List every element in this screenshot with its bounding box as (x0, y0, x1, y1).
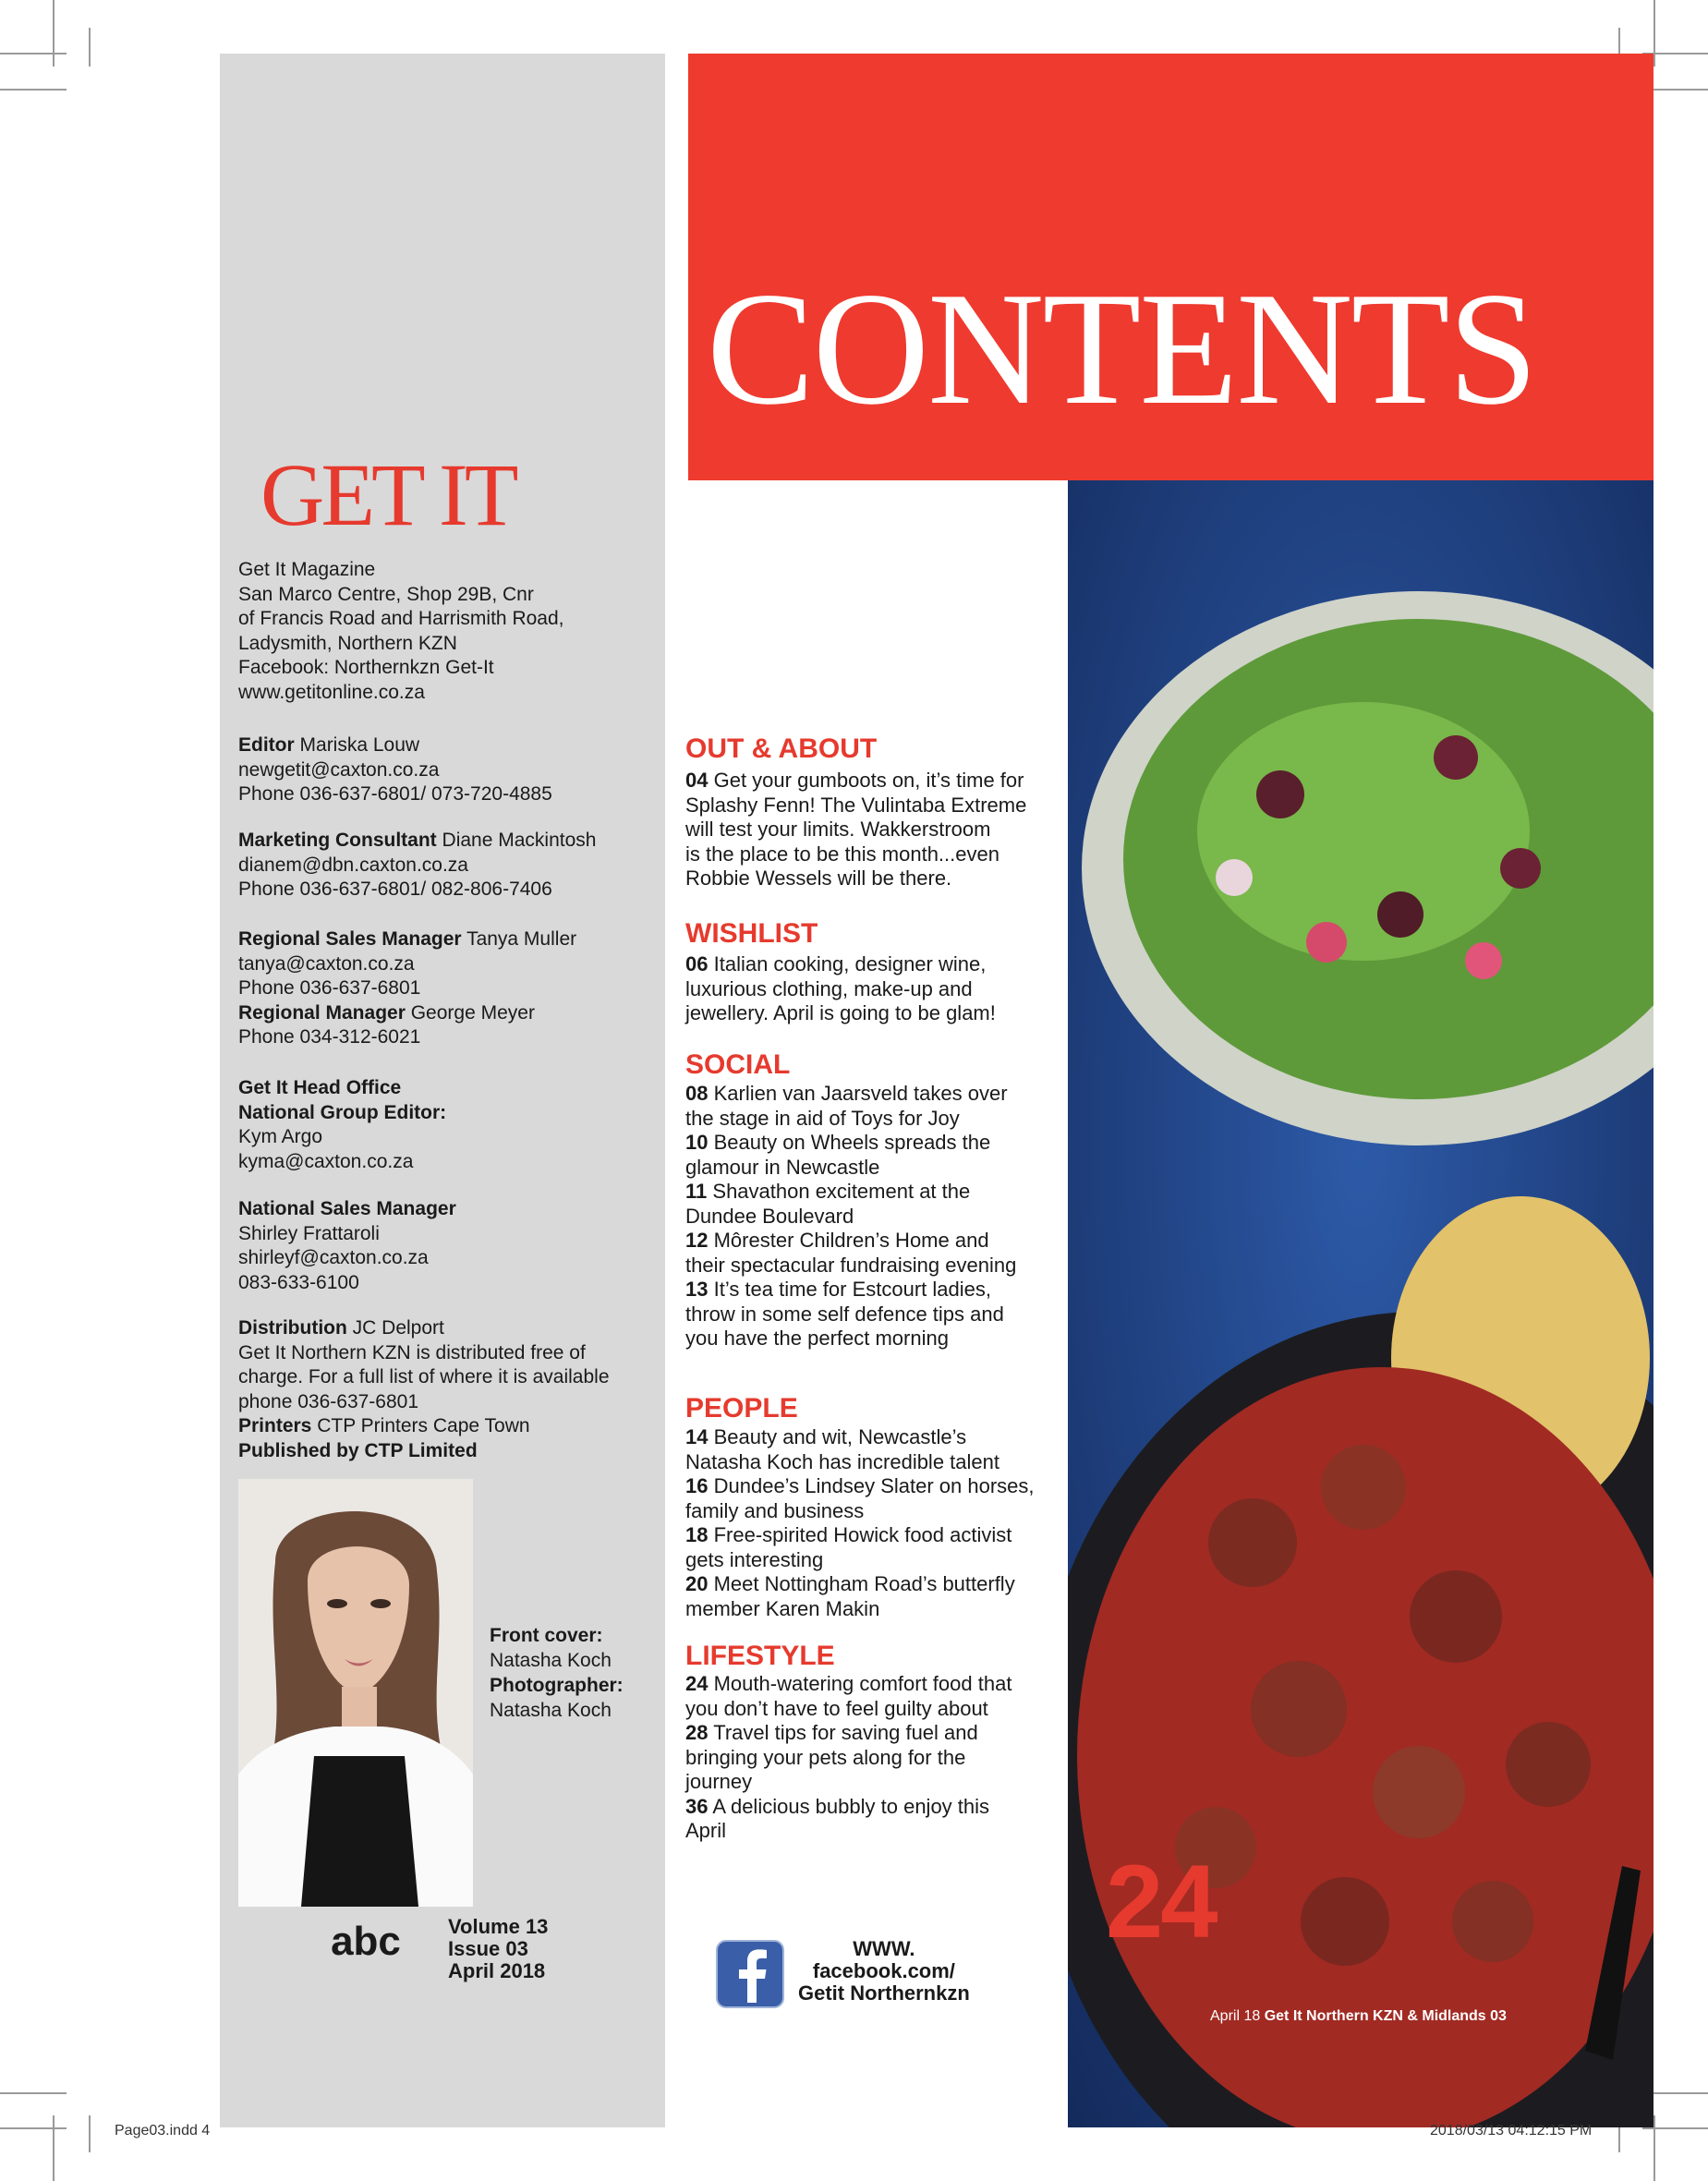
entry-text: is the place to be this month...even (685, 842, 999, 866)
page-number: 10 (685, 1131, 709, 1154)
entry-text: member Karen Makin (685, 1596, 880, 1620)
role-label: Marketing Consultant (238, 830, 437, 851)
national-sales-contact (238, 1197, 645, 1295)
address-line: Ladysmith, Northern KZN (238, 632, 457, 654)
section-heading-lifestyle: LIFESTYLE (685, 1641, 835, 1671)
page-number: 16 (685, 1474, 709, 1497)
email-link[interactable]: kyma@caxton.co.za (238, 1150, 414, 1172)
phone-number: Phone 034-312-6021 (238, 1026, 421, 1048)
footer-date: April 18 (1210, 2008, 1265, 2024)
entry-text: Beauty on Wheels spreads the (713, 1131, 991, 1154)
entry-text: A delicious bubbly to enjoy this (712, 1794, 990, 1818)
phone-number: Phone 036-637-6801/ 082-806-7406 (238, 878, 552, 900)
cover-portrait-photo (238, 1479, 473, 1907)
page-number: 20 (685, 1572, 709, 1595)
issue-number: Issue 03 (448, 1937, 528, 1960)
entry-text: throw in some self defence tips and (685, 1302, 1004, 1326)
abc-logo (320, 1920, 412, 1966)
section-heading-people: PEOPLE (685, 1393, 798, 1424)
section-entries (685, 1082, 1064, 1351)
person-name: Tanya Muller (466, 928, 577, 950)
crop-mark (0, 89, 67, 91)
entry-text: Karlien van Jaarsveld takes over (713, 1082, 1008, 1105)
email-link[interactable]: dianem@dbn.caxton.co.za (238, 854, 468, 876)
distribution-line: Get It Northern KZN is distributed free of (238, 1341, 586, 1363)
abc-logo-text: abc (331, 1920, 401, 1964)
person-name: Kym Argo (238, 1126, 323, 1147)
photographer-name: Natasha Koch (490, 1700, 612, 1721)
print-slug-timestamp: 2018/03/13 04:12:15 PM (1430, 2123, 1593, 2139)
entry-text: you have the perfect morning (685, 1327, 949, 1350)
facebook-line: WWW. (853, 1937, 915, 1960)
crop-mark (89, 28, 91, 67)
entry-text: Dundee’s Lindsey Slater on horses, (713, 1474, 1035, 1497)
page-number: 28 (685, 1721, 709, 1744)
person-name: Mariska Louw (299, 734, 420, 756)
entry-text: Travel tips for saving fuel and (713, 1721, 978, 1744)
marketing-contact (238, 829, 645, 903)
cover-credits (490, 1623, 624, 1723)
distribution-line: charge. For a full list of where it is available (238, 1366, 610, 1387)
crop-mark (0, 53, 67, 55)
page-number: 08 (685, 1082, 709, 1105)
page-number: 13 (685, 1278, 709, 1301)
publisher-line: Published by CTP Limited (238, 1439, 478, 1461)
distribution-line: phone 036-637-6801 (238, 1390, 419, 1412)
person-name: George Meyer (410, 1001, 535, 1024)
address-line: Get It Magazine (238, 559, 376, 580)
crop-mark (89, 2115, 91, 2152)
entry-text: family and business (685, 1498, 865, 1522)
page-number: 11 (685, 1180, 708, 1203)
role-label: Regional Sales Manager (238, 928, 462, 950)
entry-text: Shavathon excitement at the (712, 1180, 971, 1203)
footer-publication: Get It Northern KZN & Midlands 03 (1264, 2008, 1507, 2024)
section-entries (685, 1425, 1064, 1621)
section-entries (685, 1672, 1064, 1844)
phone-number: Phone 036-637-6801/ 073-720-4885 (238, 783, 552, 805)
cover-name: Natasha Koch (490, 1650, 612, 1671)
person-name: Shirley Frattaroli (238, 1222, 380, 1244)
page-number: 24 (685, 1672, 709, 1695)
entry-text: Splashy Fenn! The Vulintaba Extreme (685, 793, 1027, 817)
entry-text: Meet Nottingham Road’s butterfly (713, 1572, 1015, 1595)
facebook-line: facebook.com/ (812, 1959, 955, 1982)
address-line: Facebook: Northernkzn Get-It (238, 657, 494, 678)
entry-text: Free-spirited Howick food activist (713, 1523, 1012, 1546)
role-label: Editor (238, 734, 295, 756)
section-entries (685, 769, 1064, 891)
role-label: Printers (238, 1415, 312, 1436)
role-label: Regional Manager (238, 1001, 406, 1024)
entry-text: Get your gumboots on, it’s time for (713, 769, 1024, 792)
entry-text: glamour in Newcastle (685, 1155, 880, 1179)
crop-mark (0, 2092, 67, 2094)
issue-info (448, 1916, 548, 1982)
entry-text: It’s tea time for Estcourt ladies, (713, 1278, 991, 1301)
entry-text: journey (685, 1770, 753, 1793)
entry-text: April (685, 1819, 727, 1842)
feature-page-number: 24 (1106, 1844, 1216, 1959)
page-number: 18 (685, 1523, 709, 1546)
page-number: 06 (685, 952, 709, 975)
page-title: CONTENTS (707, 259, 1536, 438)
crop-mark (53, 0, 55, 67)
page-number: 04 (685, 769, 709, 792)
email-link[interactable]: shirleyf@caxton.co.za (238, 1247, 429, 1268)
facebook-line: Getit Northernkzn (798, 1981, 970, 2005)
distribution-info (238, 1316, 645, 1463)
entry-text: will test your limits. Wakkerstroom (685, 818, 991, 841)
section-heading-social: SOCIAL (685, 1049, 791, 1080)
crop-mark (53, 2115, 55, 2181)
page-number: 36 (685, 1794, 709, 1818)
entry-text: jewellery. April is going to be glam! (685, 1001, 996, 1024)
entry-text: Môrester Children’s Home and (713, 1229, 989, 1252)
section-label: Get It Head Office (238, 1077, 402, 1098)
person-name: Diane Mackintosh (442, 830, 597, 851)
volume-number: Volume 13 (448, 1915, 549, 1938)
entry-text: Dundee Boulevard (685, 1204, 854, 1228)
editor-contact (238, 733, 645, 807)
cover-label: Front cover: (490, 1625, 603, 1646)
address-line: San Marco Centre, Shop 29B, Cnr (238, 583, 534, 605)
role-label: National Sales Manager (238, 1198, 456, 1219)
crop-mark (1653, 0, 1655, 67)
phone-number: Phone 036-637-6801 (238, 977, 421, 999)
page-footer (1210, 2008, 1507, 2025)
photographer-label: Photographer: (490, 1675, 624, 1696)
role-label: Distribution (238, 1317, 347, 1339)
print-slug-file: Page03.indd 4 (115, 2123, 211, 2139)
entry-text: Beauty and wit, Newcastle’s (713, 1425, 967, 1448)
brand-logo: GET IT (260, 445, 515, 544)
entry-text: Mouth-watering comfort food that (713, 1672, 1012, 1695)
page-number: 14 (685, 1425, 709, 1448)
section-entries (685, 952, 1064, 1026)
crop-mark (1653, 2115, 1655, 2181)
crop-mark (0, 2127, 67, 2129)
person-name: JC Delport (352, 1317, 444, 1339)
entry-text: the stage in aid of Toys for Joy (685, 1106, 960, 1130)
sales-contact (238, 927, 645, 1050)
entry-text: luxurious clothing, make-up and (685, 976, 973, 1000)
page-number: 12 (685, 1229, 709, 1252)
entry-text: Robbie Wessels will be there. (685, 866, 952, 890)
crop-mark (1642, 2127, 1708, 2129)
publisher-address (238, 558, 645, 705)
entry-text: you don’t have to feel guilty about (685, 1696, 988, 1720)
entry-text: Italian cooking, designer wine, (713, 952, 987, 975)
entry-text: their spectacular fundraising evening (685, 1253, 1017, 1277)
printer-name: CTP Printers Cape Town (317, 1415, 530, 1436)
section-heading-wishlist: WISHLIST (685, 918, 818, 949)
section-heading-out-about: OUT & ABOUT (685, 733, 878, 764)
entry-text: gets interesting (685, 1547, 824, 1571)
email-link[interactable]: newgetit@caxton.co.za (238, 758, 440, 781)
phone-number: 083-633-6100 (238, 1271, 359, 1293)
entry-text: Natasha Koch has incredible talent (685, 1449, 999, 1473)
head-office-contact (238, 1076, 645, 1174)
facebook-link[interactable] (798, 1938, 970, 2005)
role-label: National Group Editor: (238, 1101, 447, 1123)
entry-text: bringing your pets along for the (685, 1745, 966, 1769)
facebook-icon[interactable] (716, 1940, 784, 2008)
website-link[interactable]: www.getitonline.co.za (238, 681, 425, 703)
address-line: of Francis Road and Harrismith Road, (238, 608, 564, 629)
email-link[interactable]: tanya@caxton.co.za (238, 952, 415, 975)
issue-date: April 2018 (448, 1959, 546, 1982)
